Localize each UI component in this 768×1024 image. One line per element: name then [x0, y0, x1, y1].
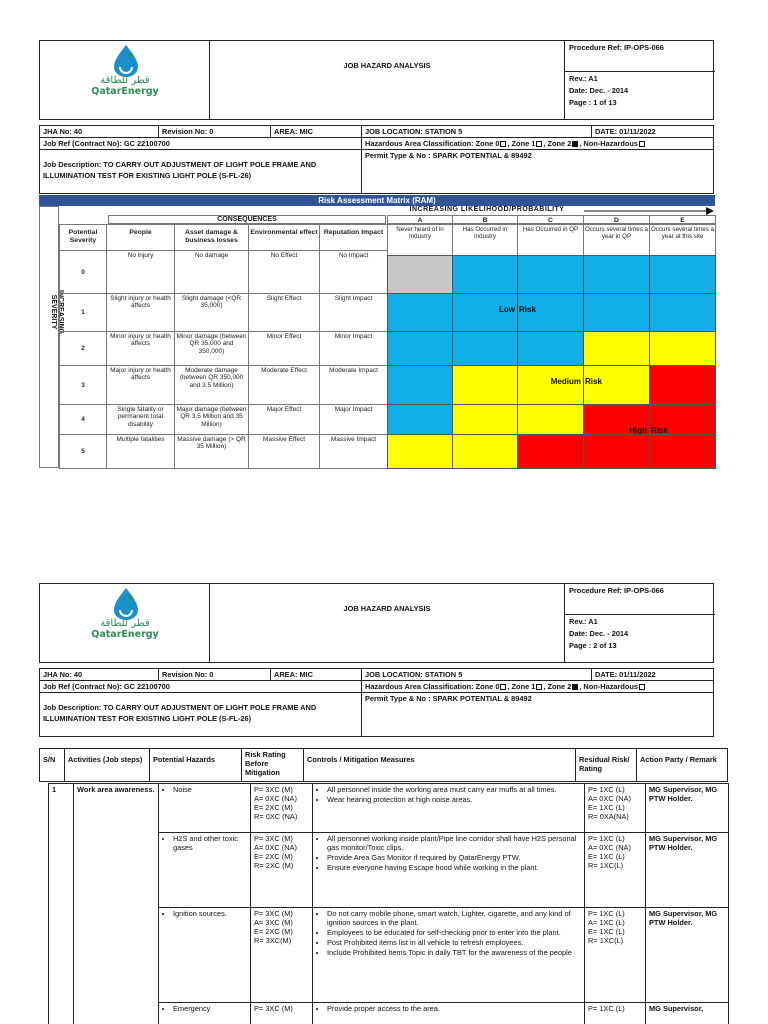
table-col-header: Controls / Mitigation Measures	[303, 748, 576, 782]
header-meta	[564, 584, 714, 662]
medium-risk-label: Risk	[585, 377, 602, 386]
risk-rating-line: R= 3XC(M)	[254, 936, 292, 945]
ram-row-env: Slight Effect	[248, 293, 320, 332]
ram-col-header: Environmental effect	[248, 224, 320, 251]
hazard-item: • Noise	[173, 785, 247, 794]
likelihood-letter-c: C	[517, 215, 584, 224]
ram-row-env: Moderate Effect	[248, 365, 320, 405]
job-date: DATE: 01/11/2022	[591, 125, 714, 138]
qatarenergy-logo-icon	[106, 586, 146, 622]
jha-table	[39, 748, 729, 1024]
page2-header	[39, 583, 714, 663]
logo-block	[40, 41, 210, 119]
ram-row-sev: 1	[59, 293, 107, 332]
control-item: • Provide Area Gas Monitor if required by QatarEnergy PTW.	[327, 853, 581, 862]
page-number: Page : 2 of 13	[569, 641, 617, 650]
table-col-header: Risk Rating Before Mitigation	[241, 748, 304, 782]
ram-row-sev: 4	[59, 404, 107, 435]
controls-cell	[312, 1002, 585, 1024]
risk-rating-line: P= 3XC (M)	[254, 785, 293, 794]
ram-row-people: Slight injury or health affects	[106, 293, 175, 332]
residual-risk-cell	[584, 1002, 646, 1024]
job-description: Job Description: TO CARRY OUT ADJUSTMENT OF LIGHT POLE FRAME AND ILLUMINATION TEST FOR EXISTING LIGHT POLE (S-FL-26)	[39, 149, 362, 194]
risk-cell	[583, 255, 650, 294]
logo-latin-text: QatarEnergy	[91, 86, 159, 97]
ram-row-env: Massive Effect	[248, 434, 320, 469]
hazard-item: • H2S and other toxic gases	[173, 834, 247, 852]
zone0-checkbox	[500, 684, 506, 690]
zone1-checkbox	[536, 684, 542, 690]
ram-row-asset: Moderate damage (between QR 350,000 and 3.5 Million)	[174, 365, 249, 405]
risk-cell	[452, 255, 518, 294]
activity-cell: Work area awareness.	[73, 783, 159, 1024]
qatarenergy-logo-icon	[106, 43, 146, 79]
risk-rating-cell	[250, 783, 313, 833]
ram-row-people: No injury	[106, 250, 175, 294]
likelihood-desc-a: Never heard of in Industry	[387, 224, 453, 256]
likelihood-letter-b: B	[452, 215, 518, 224]
ram-row-asset: No damage	[174, 250, 249, 294]
header-meta	[564, 41, 714, 119]
risk-assessment-matrix	[39, 195, 715, 470]
non-hazardous-checkbox	[639, 684, 645, 690]
risk-cell	[452, 331, 518, 366]
ram-row-env: Minor Effect	[248, 331, 320, 366]
ram-row-rep: Minor Impact	[319, 331, 388, 366]
residual-rating-line: A= 1XC (L)	[588, 918, 625, 927]
residual-rating-line: P= 1XC (L)	[588, 834, 625, 843]
page1-header	[39, 40, 714, 120]
page-number: Page : 1 of 13	[569, 98, 617, 107]
risk-cell	[583, 434, 650, 469]
risk-rating-line: E= 2XC (M)	[254, 927, 293, 936]
ram-row-people: Minor injury or health affects	[106, 331, 175, 366]
ram-row-people: Major injury or health affects	[106, 365, 175, 405]
document-title: JOB HAZARD ANALYSIS	[343, 61, 431, 70]
residual-rating-line: E= 1XC (L)	[588, 803, 625, 812]
zone1-checkbox	[536, 141, 542, 147]
risk-rating-line: A= 3XC (M)	[254, 918, 293, 927]
logo-arabic-text: قطر للطاقة	[100, 618, 150, 629]
control-item: • Include Prohibited Items Topic in daily TBT for the awareness of the people	[327, 948, 581, 957]
risk-rating-line: P= 3XC (M)	[254, 909, 293, 918]
hazard-cell	[158, 783, 251, 833]
revision: Rev.: A1	[569, 74, 598, 83]
table-col-header: Potential Hazards	[149, 748, 242, 782]
control-item: • Provide proper access to the area.	[327, 1004, 581, 1013]
control-item: • Do not carry mobile phone, smart watch, Lighter, cigarette, and any kind of ignition sources in the plant.	[327, 909, 581, 927]
non-hazardous-checkbox	[639, 141, 645, 147]
severity-side-label: INCREASING SEVERITY	[50, 290, 64, 334]
risk-cell	[517, 331, 584, 366]
controls-cell	[312, 832, 585, 908]
ram-row-env: No Effect	[248, 250, 320, 294]
ram-row-sev: 2	[59, 331, 107, 366]
ram-col-header: People	[106, 224, 175, 251]
job-description: Job Description: TO CARRY OUT ADJUSTMENT OF LIGHT POLE FRAME AND ILLUMINATION TEST FOR EXISTING LIGHT POLE (S-FL-26)	[39, 692, 362, 737]
control-item: • All personnel inside the working area must carry ear muffs at all times.	[327, 785, 581, 794]
action-party-cell: MG Supervisor,	[645, 1002, 729, 1024]
residual-rating-line: R= 0XA(NA)	[588, 812, 629, 821]
low-risk-label: Low	[499, 305, 515, 314]
ram-row-env: Major Effect	[248, 404, 320, 435]
ram-row-sev: 0	[59, 250, 107, 294]
risk-rating-line: P= 3XC (M)	[254, 1004, 293, 1013]
document-title: JOB HAZARD ANALYSIS	[343, 604, 431, 613]
consequences-label: CONSEQUENCES	[108, 215, 386, 224]
zone2-checkbox	[572, 141, 578, 147]
jha-number: JHA No: 40	[39, 668, 159, 681]
risk-cell	[387, 331, 453, 366]
likelihood-letter-a: A	[387, 215, 453, 224]
residual-rating-line: A= 0XC (NA)	[588, 794, 631, 803]
ram-row-rep: Moderate Impact	[319, 365, 388, 405]
risk-rating-line: R= 0XC (NA)	[254, 812, 298, 821]
logo-latin-text: QatarEnergy	[91, 629, 159, 640]
area: AREA: MIC	[270, 125, 362, 138]
serial-number: 1	[48, 783, 74, 1024]
risk-cell	[387, 293, 453, 332]
residual-risk-cell	[584, 783, 646, 833]
likelihood-desc-d: Occurs several times a year in QP	[583, 224, 650, 256]
risk-cell	[649, 293, 716, 332]
risk-cell	[387, 434, 453, 469]
revision-number: Revision No: 0	[158, 668, 271, 681]
ram-row-rep: Major Impact	[319, 404, 388, 435]
ram-title: Risk Assessment Matrix (RAM)	[39, 195, 715, 206]
zone2-checkbox	[572, 684, 578, 690]
ram-col-header: Asset damage & business losses	[174, 224, 249, 251]
risk-rating-line: A= 0XC (NA)	[254, 843, 297, 852]
risk-cell	[387, 365, 453, 405]
hazard-cell	[158, 907, 251, 1003]
risk-cell	[583, 293, 650, 332]
risk-cell	[517, 404, 584, 435]
permit-type: Permit Type & No : SPARK POTENTIAL & 89492	[361, 149, 714, 194]
logo-arabic-text: قطر للطاقة	[100, 75, 150, 86]
risk-rating-cell	[250, 907, 313, 1003]
residual-rating-line: E= 1XC (L)	[588, 852, 625, 861]
ram-row-rep: Slight Impact	[319, 293, 388, 332]
risk-cell	[649, 434, 716, 469]
ram-col-header: Potential Severity	[59, 224, 107, 251]
ram-row-sev: 3	[59, 365, 107, 405]
high-risk-label: High	[629, 426, 647, 435]
job-date: DATE: 01/11/2022	[591, 668, 714, 681]
revision: Rev.: A1	[569, 617, 598, 626]
logo-block	[40, 584, 210, 662]
table-col-header: Action Party / Remark	[636, 748, 728, 782]
risk-rating-line: P= 3XC (M)	[254, 834, 293, 843]
ram-row-asset: Major damage (between QR 3.5 Million and 35 Million)	[174, 404, 249, 435]
area: AREA: MIC	[270, 668, 362, 681]
table-col-header: Activities (Job steps)	[64, 748, 150, 782]
action-party-cell: MG Supervisor, MG PTW Holder.	[645, 907, 729, 1003]
likelihood-desc-c: Has Occurred in QP	[517, 224, 584, 256]
high-risk-label: Risk	[651, 426, 668, 435]
ram-row-people: Multiple fatalities	[106, 434, 175, 469]
ram-col-header: Reputation Impact	[319, 224, 388, 251]
zone0-checkbox	[500, 141, 506, 147]
hazard-cell	[158, 1002, 251, 1024]
control-item: • Wear hearing protection at high noise areas.	[327, 795, 581, 804]
control-item: • Employees to be educated for self-checking prior to enter into the plant.	[327, 928, 581, 937]
control-item: • All personnel working inside plant/Pipe line corridor shall have H2S personal gas monitor/Toxic clips.	[327, 834, 581, 852]
controls-cell	[312, 783, 585, 833]
risk-rating-line: E= 2XC (M)	[254, 803, 293, 812]
residual-rating-line: E= 1XC (L)	[588, 927, 625, 936]
residual-rating-line: P= 1XC (L)	[588, 909, 625, 918]
table-col-header: S/N	[39, 748, 65, 782]
risk-cell	[517, 434, 584, 469]
ram-row-rep: Massive Impact	[319, 434, 388, 469]
revision-date: Date: Dec. - 2014	[569, 86, 629, 95]
page1-info	[39, 125, 714, 195]
risk-cell	[517, 255, 584, 294]
likelihood-letter-d: D	[583, 215, 650, 224]
job-ref: Job Ref (Contract No): GC 22100700	[39, 137, 362, 150]
hazard-item: • Emergency	[173, 1004, 247, 1013]
likelihood-label: INCREASING LIKELIHOOD/PROBABILITY	[409, 206, 565, 213]
ram-row-people: Single fatality or permanent total disability	[106, 404, 175, 435]
residual-risk-cell	[584, 832, 646, 908]
residual-rating-line: A= 0XC (NA)	[588, 843, 631, 852]
ram-row-asset: Slight damage (<QR 35,000)	[174, 293, 249, 332]
likelihood-letter-e: E	[649, 215, 716, 224]
risk-cell	[452, 404, 518, 435]
hazard-item: • Ignition sources.	[173, 909, 247, 918]
action-party-cell: MG Supervisor, MG PTW Holder.	[645, 832, 729, 908]
procedure-ref: Procedure Ref: IP-OPS-066	[569, 43, 664, 52]
control-item: • Ensure everyone having Escape hood while working in the plant.	[327, 863, 581, 872]
residual-rating-line: P= 1XC (L)	[588, 785, 625, 794]
ram-row-asset: Minor damage (between QR 35,000 and 350,000)	[174, 331, 249, 366]
procedure-ref: Procedure Ref: IP-OPS-066	[569, 586, 664, 595]
job-location: JOB LOCATION: STATION 5	[361, 668, 592, 681]
hazardous-area-classification: Hazardous Area Classification: Zone 0 , Zone 1 , Zone 2 , Non-Hazardous	[361, 137, 714, 150]
risk-rating-line: A= 0XC (NA)	[254, 794, 297, 803]
page2-info	[39, 668, 714, 738]
risk-rating-cell	[250, 832, 313, 908]
risk-rating-cell	[250, 1002, 313, 1024]
risk-cell	[649, 365, 716, 405]
ram-row-sev: 5	[59, 434, 107, 469]
likelihood-desc-b: Has Occurred in Industry	[452, 224, 518, 256]
low-risk-label: Risk	[519, 305, 536, 314]
medium-risk-label: Medium	[550, 377, 581, 386]
likelihood-desc-e: Occurs several times a year at this site	[649, 224, 716, 256]
revision-number: Revision No: 0	[158, 125, 271, 138]
permit-type: Permit Type & No : SPARK POTENTIAL & 89492	[361, 692, 714, 737]
table-col-header: Residual Risk/ Rating	[575, 748, 637, 782]
hazardous-area-classification: Hazardous Area Classification: Zone 0 , Zone 1 , Zone 2 , Non-Hazardous	[361, 680, 714, 693]
controls-cell	[312, 907, 585, 1003]
control-item: • Post Prohibited items list in all vehicle to refresh employees.	[327, 938, 581, 947]
risk-cell	[387, 255, 453, 294]
risk-cell	[583, 331, 650, 366]
residual-rating-line: R= 1XC(L)	[588, 861, 624, 870]
residual-risk-cell	[584, 907, 646, 1003]
likelihood-arrow-icon	[584, 207, 714, 215]
risk-cell	[452, 434, 518, 469]
risk-cell	[452, 365, 518, 405]
action-party-cell: MG Supervisor, MG PTW Holder.	[645, 783, 729, 833]
risk-cell	[649, 255, 716, 294]
ram-row-asset: Massive damage (> QR 35 Million)	[174, 434, 249, 469]
ram-row-rep: No Impact	[319, 250, 388, 294]
risk-rating-line: E= 2XC (M)	[254, 852, 293, 861]
risk-rating-line: R= 2XC (M)	[254, 861, 294, 870]
jha-number: JHA No: 40	[39, 125, 159, 138]
residual-rating-line: P= 1XC (L)	[588, 1004, 625, 1013]
hazard-cell	[158, 832, 251, 908]
residual-rating-line: R= 1XC(L)	[588, 936, 624, 945]
risk-cell	[649, 331, 716, 366]
job-ref: Job Ref (Contract No): GC 22100700	[39, 680, 362, 693]
risk-cell	[387, 404, 453, 435]
revision-date: Date: Dec. - 2014	[569, 629, 629, 638]
job-location: JOB LOCATION: STATION 5	[361, 125, 592, 138]
